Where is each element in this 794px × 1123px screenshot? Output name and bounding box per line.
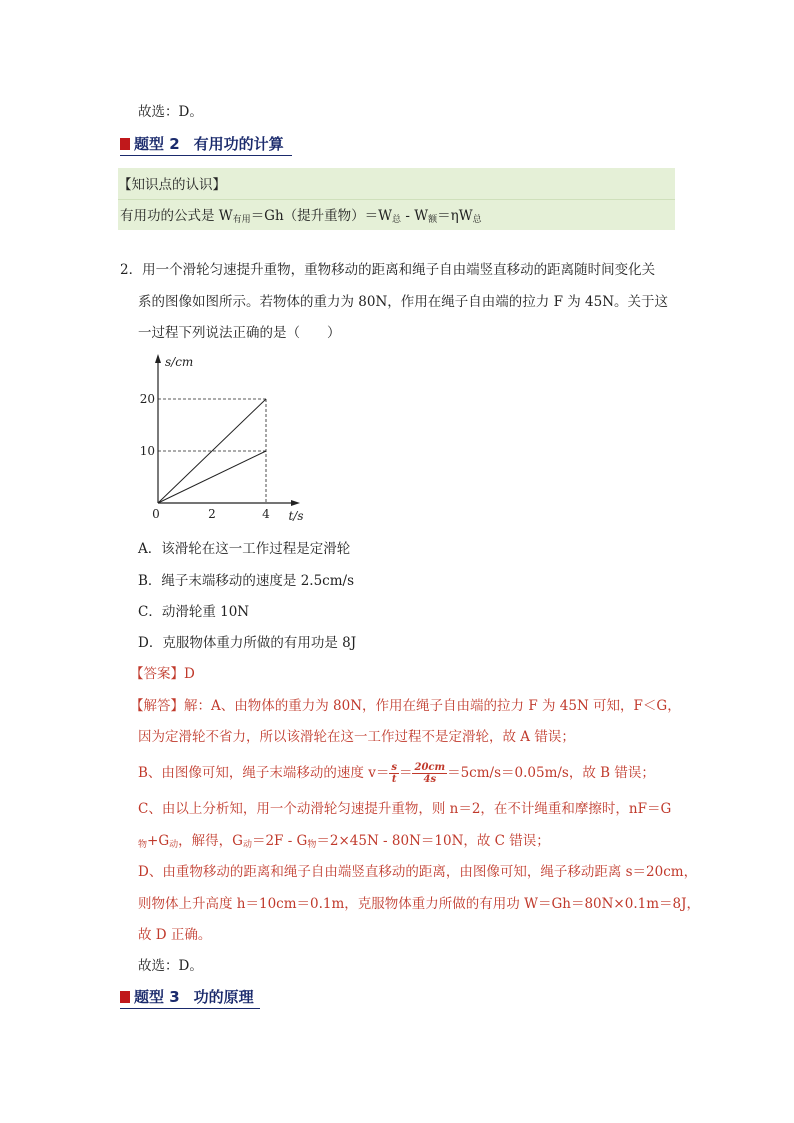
analysis-line-a1 <box>130 697 681 715</box>
fraction-20cm-over-4s <box>412 762 447 785</box>
question-line-2: 系的图像如图所示。若物体的重力为 80N，作用在绳子自由端的拉力 F 为 45N。关于这 <box>138 294 669 310</box>
question-line-1: 2．用一个滑轮匀速提升重物，重物移动的距离和绳子自由端竖直移动的距离随时间变化关 <box>120 262 656 278</box>
option-c: C．动滑轮重 10N <box>138 604 250 620</box>
analysis-text: ＝2F - G <box>251 833 308 849</box>
y-tick-label: 20 <box>140 392 155 406</box>
section-number: 题型 3 <box>134 988 180 1006</box>
analysis-text: ＝ <box>398 765 413 781</box>
formula-part: 有用功的公式是 W <box>120 208 233 224</box>
sub-text: 物 <box>307 840 317 850</box>
section-heading-2 <box>120 133 292 156</box>
x-tick-label: 2 <box>208 507 216 521</box>
section-heading-3 <box>120 986 260 1009</box>
analysis-text: ＝5cm/s＝0.05m/s，故 B 错误； <box>447 765 655 781</box>
heading-marker-icon <box>120 138 130 150</box>
analysis-line-c1: C、由以上分析知，用一个动滑轮匀速提升重物，则 n＝2，在不计绳重和摩擦时，nF＝G <box>138 801 672 817</box>
analysis-text: +G <box>147 833 170 849</box>
fraction-denominator: t <box>391 774 397 785</box>
formula-part: - W <box>401 208 429 224</box>
top-answer: 故选：D。 <box>138 104 203 120</box>
analysis-line-c2 <box>138 832 550 854</box>
option-a: A．该滑轮在这一工作过程是定滑轮 <box>138 541 351 557</box>
analysis-text: B、由图像可知，绳子末端移动的速度 v＝ <box>138 765 390 781</box>
knowledge-formula <box>120 207 482 229</box>
answer-label: 【答案】 <box>130 666 184 682</box>
x-tick-label: 0 <box>152 507 160 521</box>
answer-value: D <box>184 666 195 682</box>
analysis-line-d3: 故 D 正确。 <box>138 927 212 943</box>
formula-sub: 额 <box>428 215 438 225</box>
formula-part: ＝Gh（提升重物）＝W <box>250 208 393 224</box>
knowledge-divider <box>118 199 675 200</box>
sub-text: 动 <box>169 840 179 850</box>
question-line-3: 一过程下列说法正确的是（ ） <box>138 325 341 341</box>
sub-text: 物 <box>138 840 148 850</box>
analysis-text: ，解得，G <box>178 833 243 849</box>
analysis-line-d1: D、由重物移动的距离和绳子自由端竖直移动的距离，由图像可知，绳子移动距离 s＝20cm， <box>138 864 698 880</box>
fraction-numerator: 20cm <box>414 762 446 773</box>
x-axis-label: t/s <box>288 509 304 523</box>
analysis-line-a2: 因为定滑轮不省力，所以该滑轮在这一工作过程不是定滑轮，故 A 错误； <box>138 729 575 745</box>
conclusion: 故选：D。 <box>138 958 203 974</box>
fraction-s-over-t <box>389 762 399 785</box>
formula-sub: 总 <box>392 215 402 225</box>
x-axis-arrow <box>291 500 300 506</box>
section-number: 题型 2 <box>134 135 180 153</box>
formula-part: ＝ηW <box>437 208 473 224</box>
analysis-text: 解：A、由物体的重力为 80N，作用在绳子自由端的拉力 F 为 45N 可知，F＜G， <box>184 698 681 714</box>
y-axis-label: s/cm <box>165 355 194 369</box>
distance-time-chart <box>140 350 310 530</box>
fraction-denominator: 4s <box>423 774 437 785</box>
analysis-label: 【解答】 <box>130 698 184 714</box>
fraction-numerator: s <box>391 762 397 773</box>
series-line-2 <box>158 451 266 503</box>
y-tick-label: 10 <box>140 444 155 458</box>
answer-line <box>130 665 195 683</box>
analysis-text: ＝2×45N - 80N＝10N，故 C 错误； <box>316 833 550 849</box>
sub-text: 动 <box>242 840 252 850</box>
section-title: 有用功的计算 <box>193 135 284 153</box>
y-axis-arrow <box>155 354 161 363</box>
heading-marker-icon <box>120 991 130 1003</box>
formula-sub: 有用 <box>232 215 251 225</box>
x-tick-label: 4 <box>262 507 270 521</box>
section-title: 功的原理 <box>193 988 254 1006</box>
formula-sub: 总 <box>472 215 482 225</box>
analysis-line-b <box>138 762 655 785</box>
option-d: D．克服物体重力所做的有用功是 8J <box>138 635 357 651</box>
option-b: B．绳子末端移动的速度是 2.5cm/s <box>138 573 355 589</box>
knowledge-label: 【知识点的认识】 <box>118 177 226 193</box>
analysis-line-d2: 则物体上升高度 h＝10cm＝0.1m，克服物体重力所做的有用功 W＝Gh＝80N×0.1m＝8J， <box>138 896 701 912</box>
